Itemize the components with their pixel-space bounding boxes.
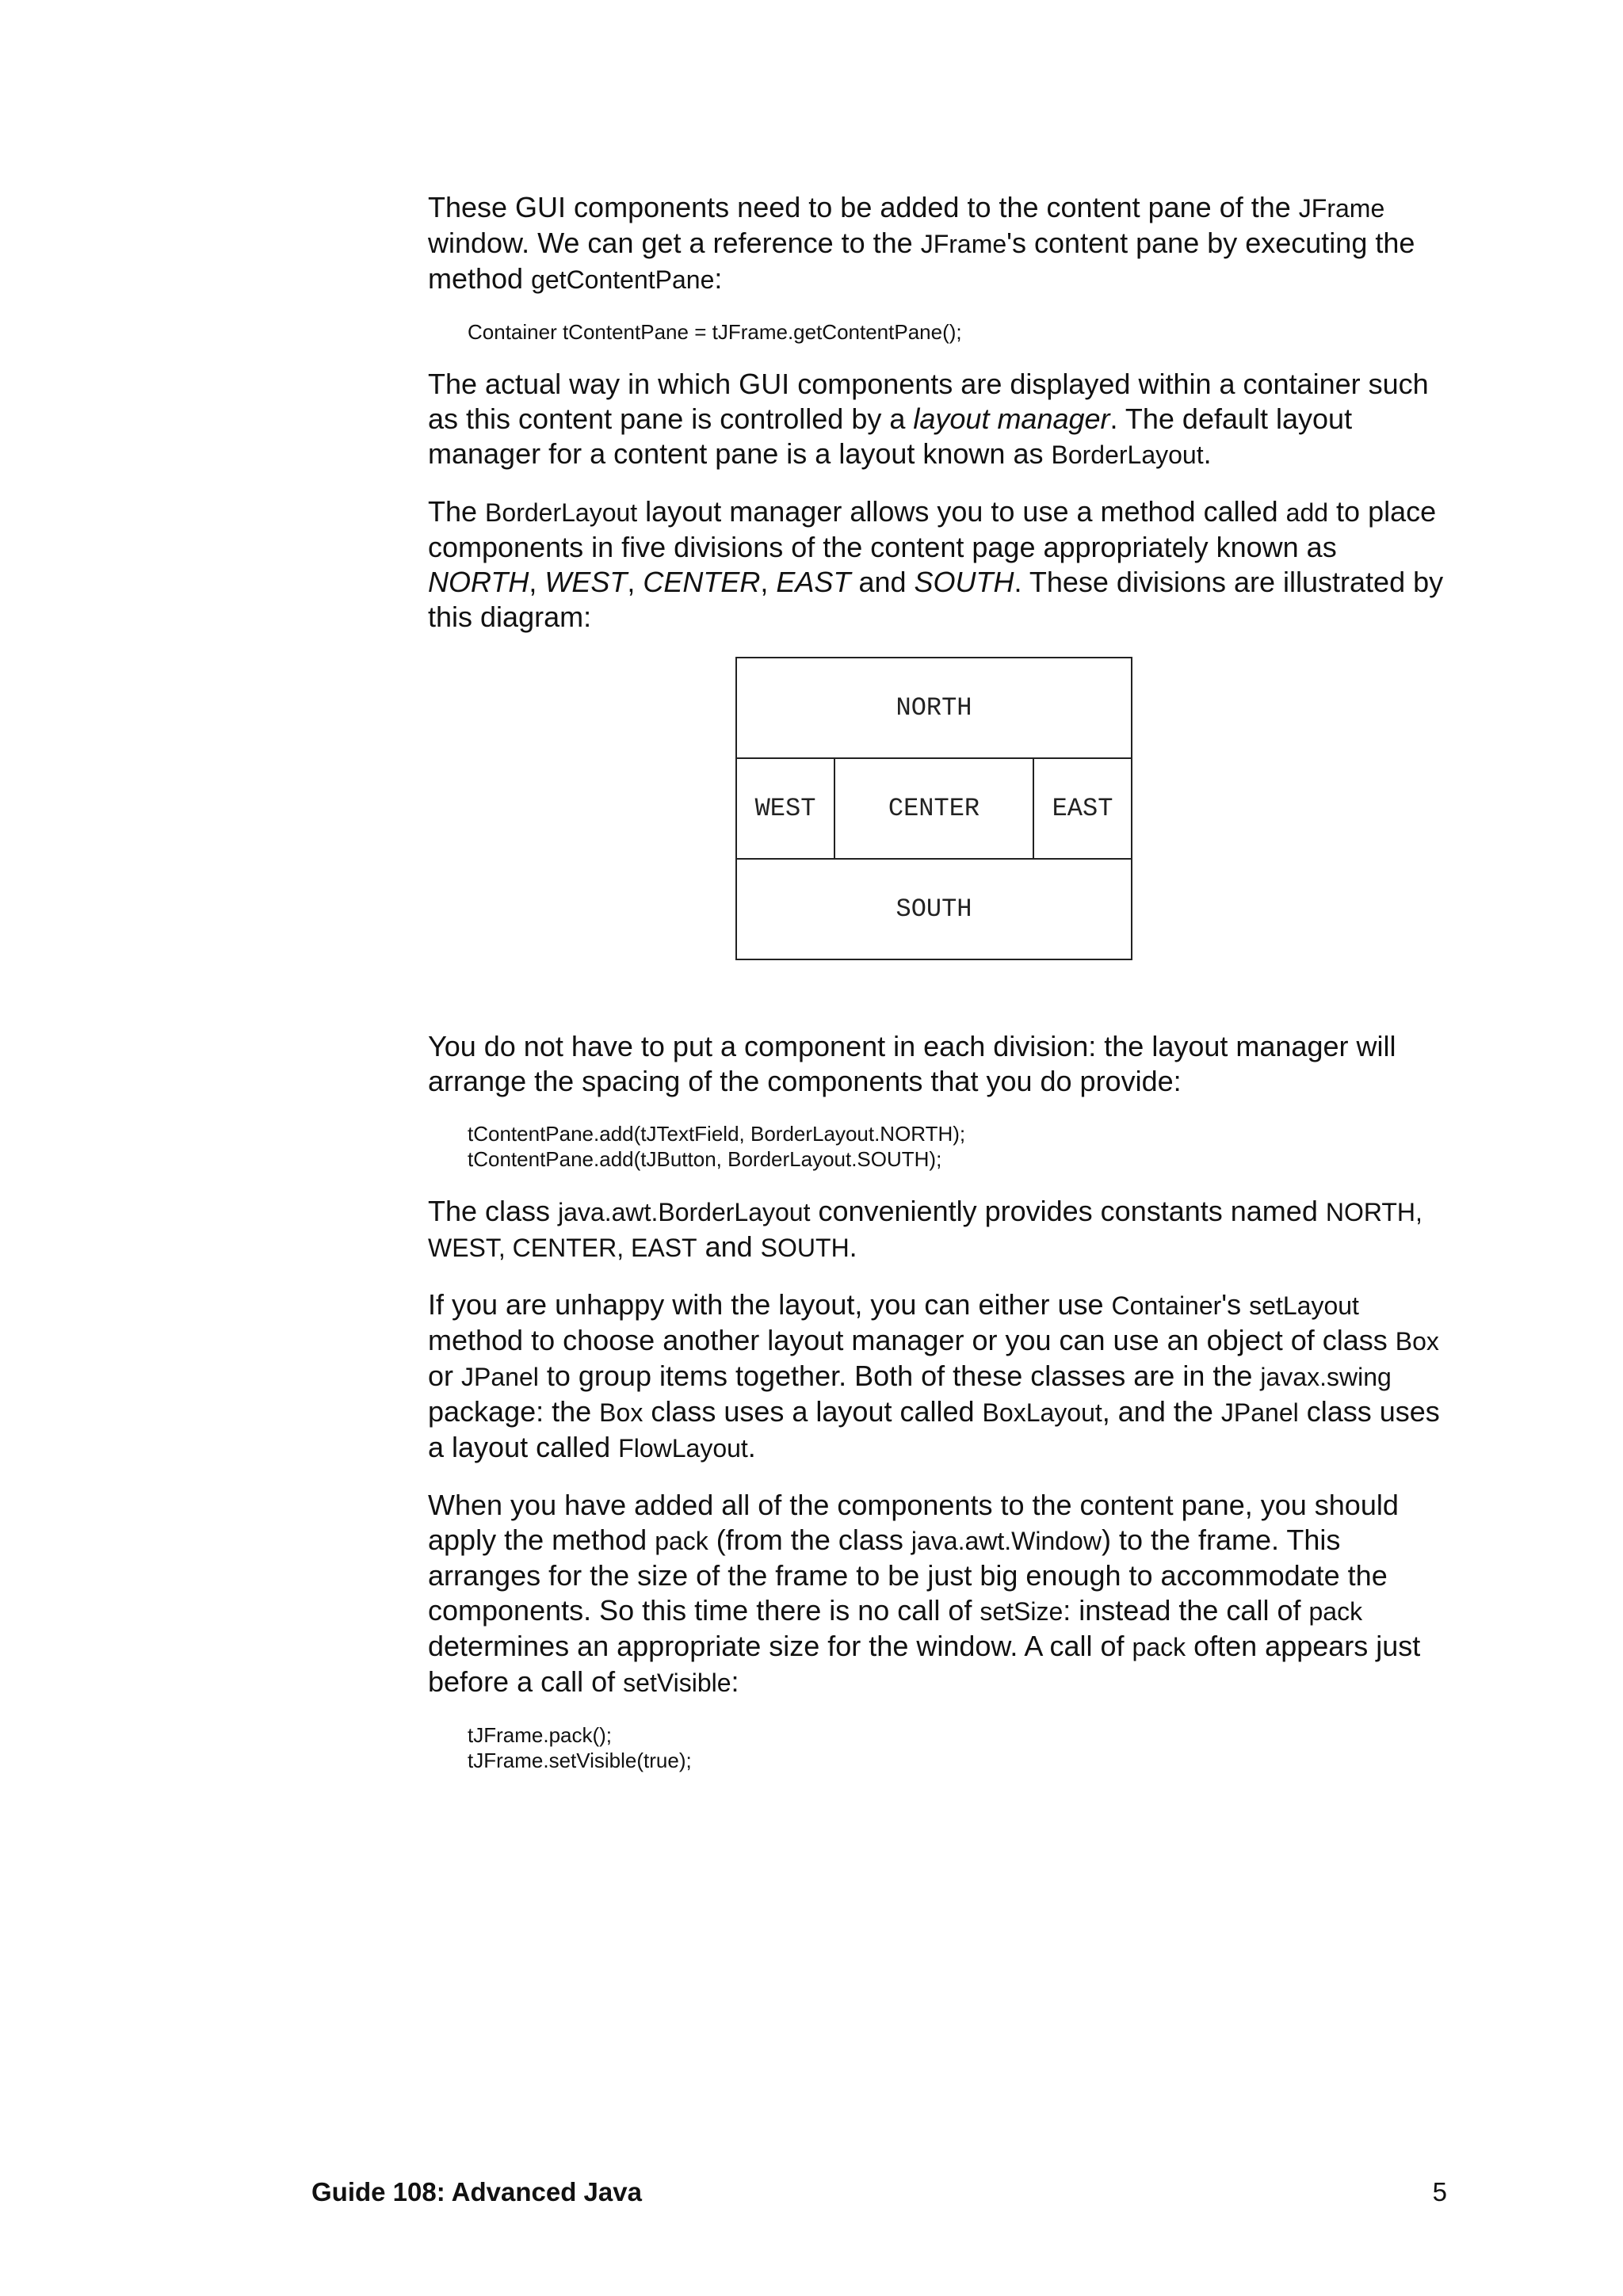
diagram-table	[735, 657, 1132, 960]
footer-title: Guide 108: Advanced Java	[311, 2177, 642, 2206]
paragraph: When you have added all of the components to the content pane, you should apply the method pack (from the class java.awt.Window) to the frame. This arranges for the size of the frame to be just big enough to accommodate the components. So this time there is no call of setSize: instead the call of pack determines an appropriate size for the window. A call of pack often appears just before a call of setVisible:	[428, 1489, 1421, 1698]
region-east: EAST	[1033, 758, 1132, 859]
border-layout-diagram	[428, 657, 1450, 990]
paragraph: The actual way in which GUI components are displayed within a container such as this content pane is controlled by a layout manager. The default layout manager for a content pane is a layout known as BorderLayout.	[428, 368, 1429, 470]
paragraph: These GUI components need to be added to the content pane of the JFrame window. We can get a reference to the JFrame's content pane by executing the method getContentPane:	[428, 191, 1415, 295]
page-footer	[311, 2176, 1447, 2208]
paragraph: You do not have to put a component in each division: the layout manager will arrange the spacing of the components that you do provide:	[428, 1030, 1396, 1097]
region-west: WEST	[736, 758, 834, 859]
paragraph: The class java.awt.BorderLayout conveniently provides constants named NORTH, WEST, CENTER, EAST and SOUTH.	[428, 1195, 1423, 1263]
paragraph: The BorderLayout layout manager allows you to use a method called add to place components in five divisions of the content page appropriately known as NORTH, WEST, CENTER, EAST and SOUTH. These divisions are illustrated by this diagram:	[428, 495, 1444, 633]
document-body	[428, 190, 1450, 1795]
page-number: 5	[1432, 2177, 1447, 2206]
region-north: NORTH	[736, 658, 1132, 758]
code-block: Container tContentPane = tJFrame.getContentPane();	[468, 320, 962, 344]
region-south: SOUTH	[736, 859, 1132, 959]
region-center: CENTER	[834, 758, 1033, 859]
paragraph: If you are unhappy with the layout, you can either use Container's setLayout method to choose another layout manager or you can use an object of class Box or JPanel to group items together. Both of these classes are in the javax.swing package: the Box class uses a layout called BoxLayout, and the JPanel class uses a layout called FlowLayout.	[428, 1288, 1440, 1463]
code-block: tContentPane.add(tJTextField, BorderLayout.NORTH); tContentPane.add(tJButton, BorderLayout.SOUTH);	[468, 1122, 966, 1171]
code-block: tJFrame.pack(); tJFrame.setVisible(true);	[468, 1723, 692, 1772]
